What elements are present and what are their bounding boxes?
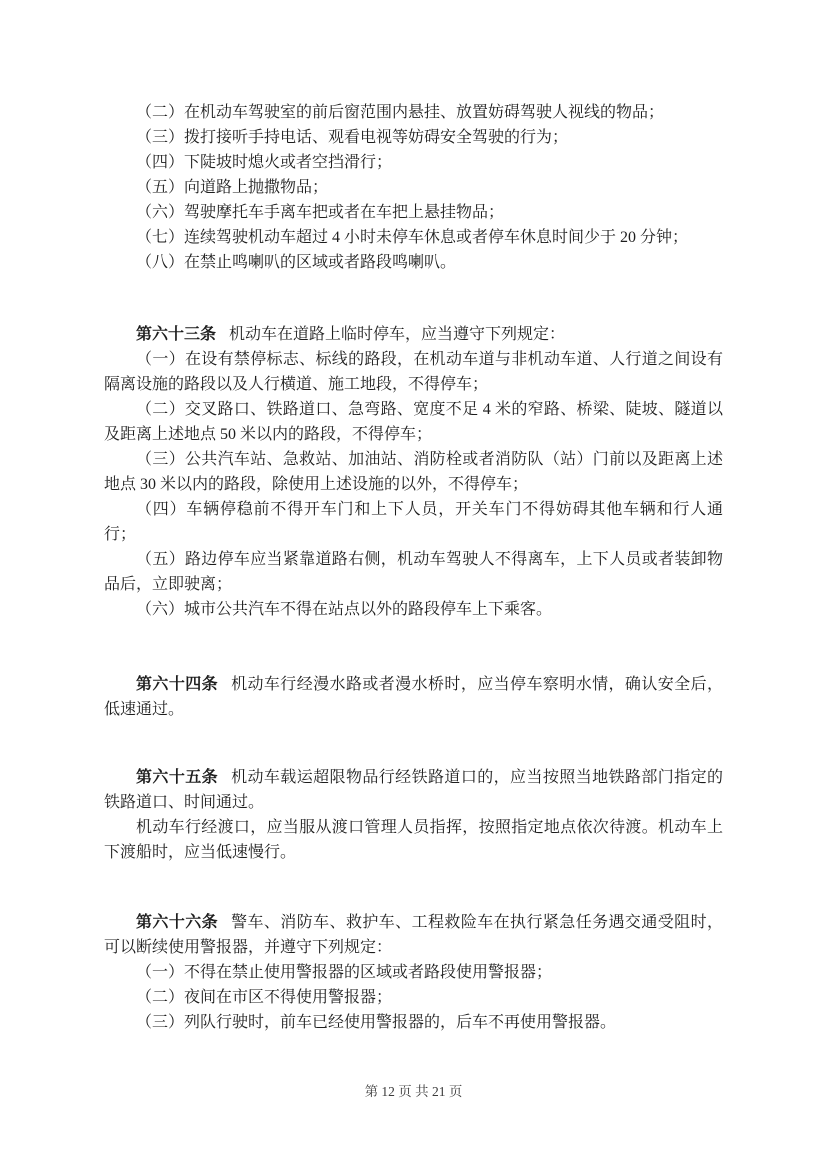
clause-item: （三）公共汽车站、急救站、加油站、消防栓或者消防队（站）门前以及距离上述地点 30 米以内的路段，除使用上述设施的以外，不得停车； (104, 451, 723, 493)
article-lead: 机动车载运超限物品行经铁路道口的，应当按照当地铁路部门指定的铁路道口、时间通过。 (104, 769, 723, 811)
clause-item: （一）不得在禁止使用警报器的区域或者路段使用警报器； (136, 964, 553, 981)
clause-item: （七）连续驾驶机动车超过 4 小时未停车休息或者停车休息时间少于 20 分钟； (136, 229, 689, 246)
clause-item: （四）车辆停稳前不得开车门和上下人员，开关车门不得妨碍其他车辆和行人通行； (104, 501, 723, 543)
clause-item: （二）在机动车驾驶室的前后窗范围内悬挂、放置妨碍驾驶人视线的物品； (136, 104, 665, 121)
clause-item: （二）夜间在市区不得使用警报器； (136, 989, 393, 1006)
article-64 (104, 672, 723, 722)
article-lead: 机动车行经漫水路或者漫水桥时，应当停车察明水情，确认安全后，低速通过。 (104, 676, 723, 718)
clause-item: （五）向道路上抛撒物品； (136, 179, 329, 196)
clause-item: （八）在禁止鸣喇叭的区域或者路段鸣喇叭。 (136, 254, 457, 271)
article-65 (104, 765, 723, 865)
clause-item: （二）交叉路口、铁路道口、急弯路、宽度不足 4 米的窄路、桥梁、陡坡、隧道以及距离上述地点 50 米以内的路段，不得停车； (104, 401, 723, 443)
clause-item: （四）下陡坡时熄火或者空挡滑行； (136, 154, 393, 171)
article-heading (104, 672, 723, 722)
clause-item: （六）城市公共汽车不得在站点以外的路段停车上下乘客。 (136, 601, 553, 618)
article-paragraph: 机动车行经渡口，应当服从渡口管理人员指挥，按照指定地点依次待渡。机动车上下渡船时，应当低速慢行。 (104, 819, 723, 861)
clause-item: （三）拨打接听手持电话、观看电视等妨碍安全驾驶的行为； (136, 129, 569, 146)
article-63 (104, 322, 723, 622)
article-number: 第六十四条 (136, 676, 219, 693)
page-content (104, 100, 723, 1035)
page-footer: 第 12 页 共 21 页 (364, 1084, 463, 1099)
article-lead: 警车、消防车、救护车、工程救险车在执行紧急任务遇交通受阻时，可以断续使用警报器，并遵守下列规定： (104, 914, 723, 956)
article-heading (104, 765, 723, 815)
article-heading (104, 322, 723, 347)
clause-item: （六）驾驶摩托车手离车把或者在车把上悬挂物品； (136, 204, 505, 221)
clause-item: （一）在设有禁停标志、标线的路段，在机动车道与非机动车道、人行道之间设有隔离设施的路段以及人行横道、施工地段，不得停车； (104, 351, 723, 393)
article-number: 第六十五条 (136, 769, 219, 786)
article-number: 第六十六条 (136, 914, 219, 931)
article-number: 第六十三条 (136, 326, 217, 343)
clause-item: （五）路边停车应当紧靠道路右侧，机动车驾驶人不得离车，上下人员或者装卸物品后，立即驶离； (104, 551, 723, 593)
article-66 (104, 910, 723, 1035)
article-heading (104, 910, 723, 960)
clause-item: （三）列队行驶时，前车已经使用警报器的，后车不再使用警报器。 (136, 1014, 617, 1031)
article-lead: 机动车在道路上临时停车，应当遵守下列规定： (229, 326, 566, 343)
